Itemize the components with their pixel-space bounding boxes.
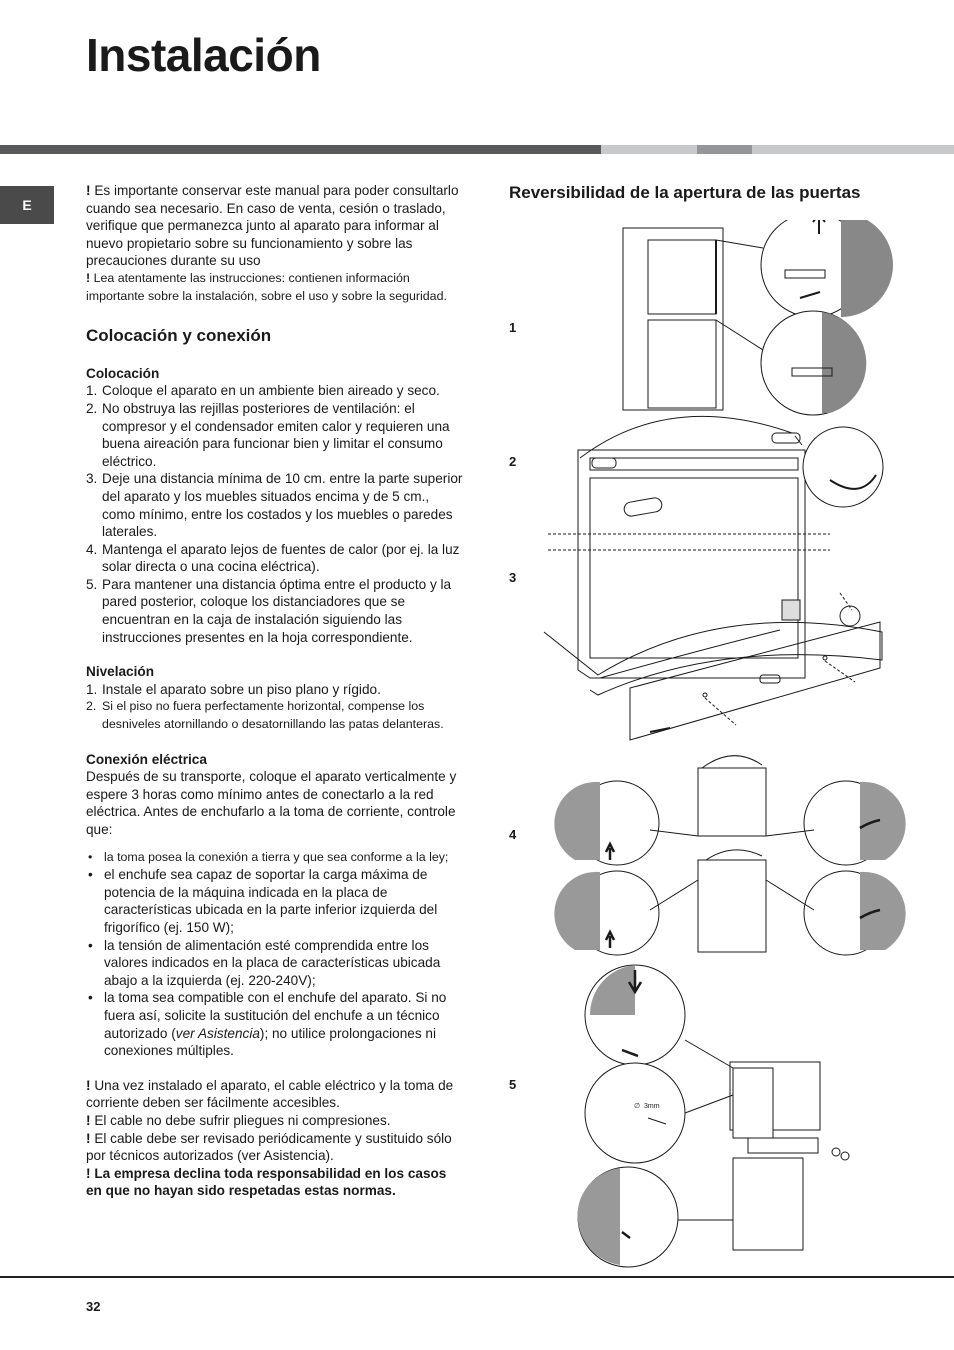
intro-paragraph-1: ! Es importante conservar este manual para poder consultarlo cuando sea necesario. En caso de venta, cesión o traslado, verifique que permanezca junto al aparato para informar al nuevo propietario sobre su funcionamiento y sobre las precauciones durante su uso <box>86 183 459 269</box>
section-heading-colocacion-conexion: Colocación y conexión <box>86 326 272 346</box>
diameter-symbol: ∅ <box>634 1103 641 1110</box>
step-number: 4 <box>509 827 517 842</box>
step-number: 1 <box>509 320 517 335</box>
warning-paragraph: ! El cable debe ser revisado periódicamente y sustituido sólo por técnicos autorizados (ver Asistencia). <box>86 1130 452 1164</box>
list-item: • la toma posea la conexión a tierra y que sea conforme a la ley; <box>86 849 464 867</box>
list-item: • la tensión de alimentación esté comprendida entre los valores indicados en la placa de características ubicada abajo a la izquierda (ej. 220-240V); <box>86 937 464 990</box>
page-title: Instalación <box>86 29 321 81</box>
left-column <box>86 182 464 1200</box>
list-item: 5. Para mantener una distancia óptima entre el producto y la pared posterior, coloque los distanciadores que se encuentran en la caja de instalación siguiendo las instrucciones presentes en la hoja correspondiente. <box>86 576 452 645</box>
subheading-colocacion: Colocación <box>86 365 160 381</box>
list-item: 1. Coloque el aparato en un ambiente bien aireado y seco. <box>86 383 440 399</box>
step-4-diagram <box>554 756 905 955</box>
warning-paragraph: ! El cable no debe sufrir pliegues ni compresiones. <box>86 1112 391 1128</box>
list-item: 2. Si el piso no fuera perfectamente horizontal, compense los desniveles atornillando o desatornillando las patas delanteras. <box>86 699 444 732</box>
step-number: 5 <box>509 1077 517 1092</box>
warning-mark: ! <box>86 183 91 198</box>
footer-rule <box>0 1276 954 1278</box>
door-reversal-illustration <box>530 220 930 1270</box>
header-bar-mid <box>697 145 752 154</box>
step-number: 2 <box>509 454 517 469</box>
list-item: 1. Instale el aparato sobre un piso plano y rígido. <box>86 681 381 697</box>
reversibility-heading: Reversibilidad de la apertura de las puertas <box>509 183 861 202</box>
list-item: • la toma sea compatible con el enchufe del aparato. Si no fuera así, solicite la sustitución del enchufe a un técnico autorizado (ver Asistencia); no utilice prolongaciones ni conexiones múltiples. <box>86 989 464 1059</box>
diameter-label: 3mm <box>644 1103 660 1110</box>
intro-paragraph-2: ! Lea atentamente las instrucciones: contienen información importante sobre la instalación, sobre el uso y sobre la seguridad. <box>86 270 447 303</box>
list-item: • el enchufe sea capaz de soportar la carga máxima de potencia de la máquina indicada en la placa de características ubicada en la parte inferior izquierda del frigorífico (ej. 150 W); <box>86 866 464 936</box>
colocacion-list <box>86 382 464 646</box>
warning-paragraph: ! Una vez instalado el aparato, el cable eléctrico y la toma de corriente deben ser fácilmente accesibles. <box>86 1077 454 1111</box>
subheading-conexion-electrica: Conexión eléctrica <box>86 751 207 767</box>
step-number: 3 <box>509 570 517 585</box>
warning-mark: ! <box>86 270 91 285</box>
step-1-fridge-diagram <box>623 220 893 415</box>
page-number: 32 <box>86 1299 101 1314</box>
nivelacion-list <box>86 681 464 734</box>
header-bar-light <box>601 145 697 154</box>
list-item: 4. Mantenga el aparato lejos de fuentes de calor (por ej. la luz solar directa o una cocina eléctrica). <box>86 541 460 575</box>
subheading-nivelacion: Nivelación <box>86 664 154 680</box>
disclaimer-paragraph: ! La empresa declina toda responsabilidad en los casos en que no hayan sido respetadas estas normas. <box>86 1165 447 1199</box>
list-item: 2. No obstruya las rejillas posteriores de ventilación: el compresor y el condensador emiten calor y requieren una buena aireación para funcionar bien y limitar el consumo eléctrico. <box>86 400 450 469</box>
header-bar-light-2 <box>752 145 954 154</box>
step-2-3-fridge-diagram <box>544 416 883 740</box>
step-5-diagram <box>578 965 849 1267</box>
conexion-intro: Después de su transporte, coloque el aparato verticalmente y espere 3 horas como mínimo antes de conectarlo a la red eléctrica. Antes de enchufarlo a la toma de corriente, controle que: <box>86 769 457 837</box>
language-tab: E <box>0 186 54 224</box>
conexion-checklist <box>86 849 464 1060</box>
header-bar <box>0 145 954 154</box>
list-item: 3. Deje una distancia mínima de 10 cm. entre la parte superior del aparato y los muebles situados encima y de 5 cm., como mínimo, entre los costados y los muebles o paredes laterales. <box>86 471 463 540</box>
header-bar-dark <box>0 145 601 154</box>
